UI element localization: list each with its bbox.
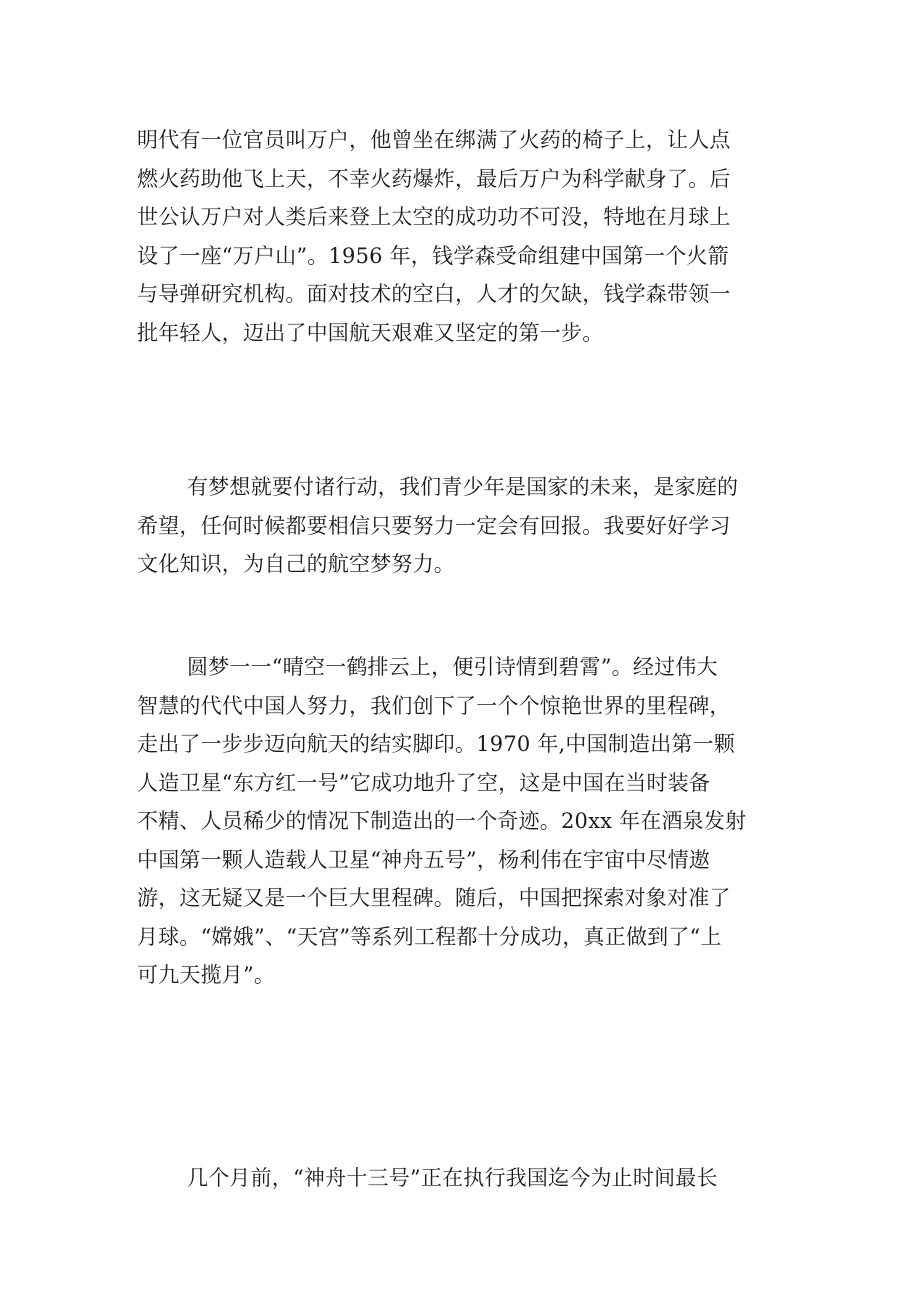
paragraph-line: 设了一座“万户山”。1956 年，钱学森受命组建中国第一个火箭 (137, 243, 729, 268)
paragraph-line: 世公认万户对人类后来登上太空的成功功不可没，特地在月球上 (137, 205, 731, 229)
paragraph-shenzhou-13 (137, 1159, 797, 1198)
paragraph-line: 人造卫星“东方红一号”它成功地升了空，这是中国在当时装备 (137, 770, 711, 795)
paragraph-line: 中国第一颗人造载人卫星“神舟五号”，杨利伟在宇宙中尽情遨 (137, 847, 711, 872)
paragraph-wanhu-history (137, 121, 797, 352)
paragraph-line: 希望，任何时候都要相信只要努力一定会有回报。我要好好学习 (137, 513, 731, 538)
paragraph-line: 月球。“嫦娥”、“天宫”等系列工程都十分成功，真正做到了“上 (137, 924, 722, 949)
paragraph-line: 有梦想就要付诸行动，我们青少年是国家的未来，是家庭的 (187, 475, 739, 499)
paragraph-fulfil-dream (137, 648, 797, 995)
paragraph-line: 游，这无疑又是一个巨大里程碑。随后，中国把探索对象对准了 (137, 886, 731, 910)
paragraph-line: 批年轻人，迈出了中国航天艰难又坚定的第一步。 (137, 320, 604, 345)
paragraph-line: 几个月前，“神舟十三号”正在执行我国迄今为止时间最长 (187, 1166, 718, 1190)
paragraph-line: 燃火药助他飞上天，不幸火药爆炸，最后万户为科学献身了。后 (137, 166, 731, 191)
paragraph-line: 圆梦一一“晴空一鹤排云上，便引诗情到碧霄”。经过伟大 (187, 655, 718, 679)
paragraph-line: 与导弹研究机构。面对技术的空白，人才的欠缺，钱学森带领一 (137, 282, 731, 306)
paragraph-dream-action (137, 468, 797, 584)
paragraph-line: 可九天揽月”。 (137, 963, 276, 987)
paragraph-line: 不精、人员稀少的情况下制造出的一个奇迹。20xx 年在酒泉发射 (137, 809, 747, 833)
paragraph-line: 智慧的代代中国人努力，我们创下了一个个惊艳世界的里程碑， (137, 693, 731, 718)
paragraph-line: 明代有一位官员叫万户，他曾坐在绑满了火药的椅子上，让人点 (137, 128, 731, 152)
paragraph-line: 走出了一步步迈向航天的结实脚印。1970 年,中国制造出第一颗 (137, 732, 735, 756)
paragraph-line: 文化知识，为自己的航空梦努力。 (137, 552, 455, 576)
